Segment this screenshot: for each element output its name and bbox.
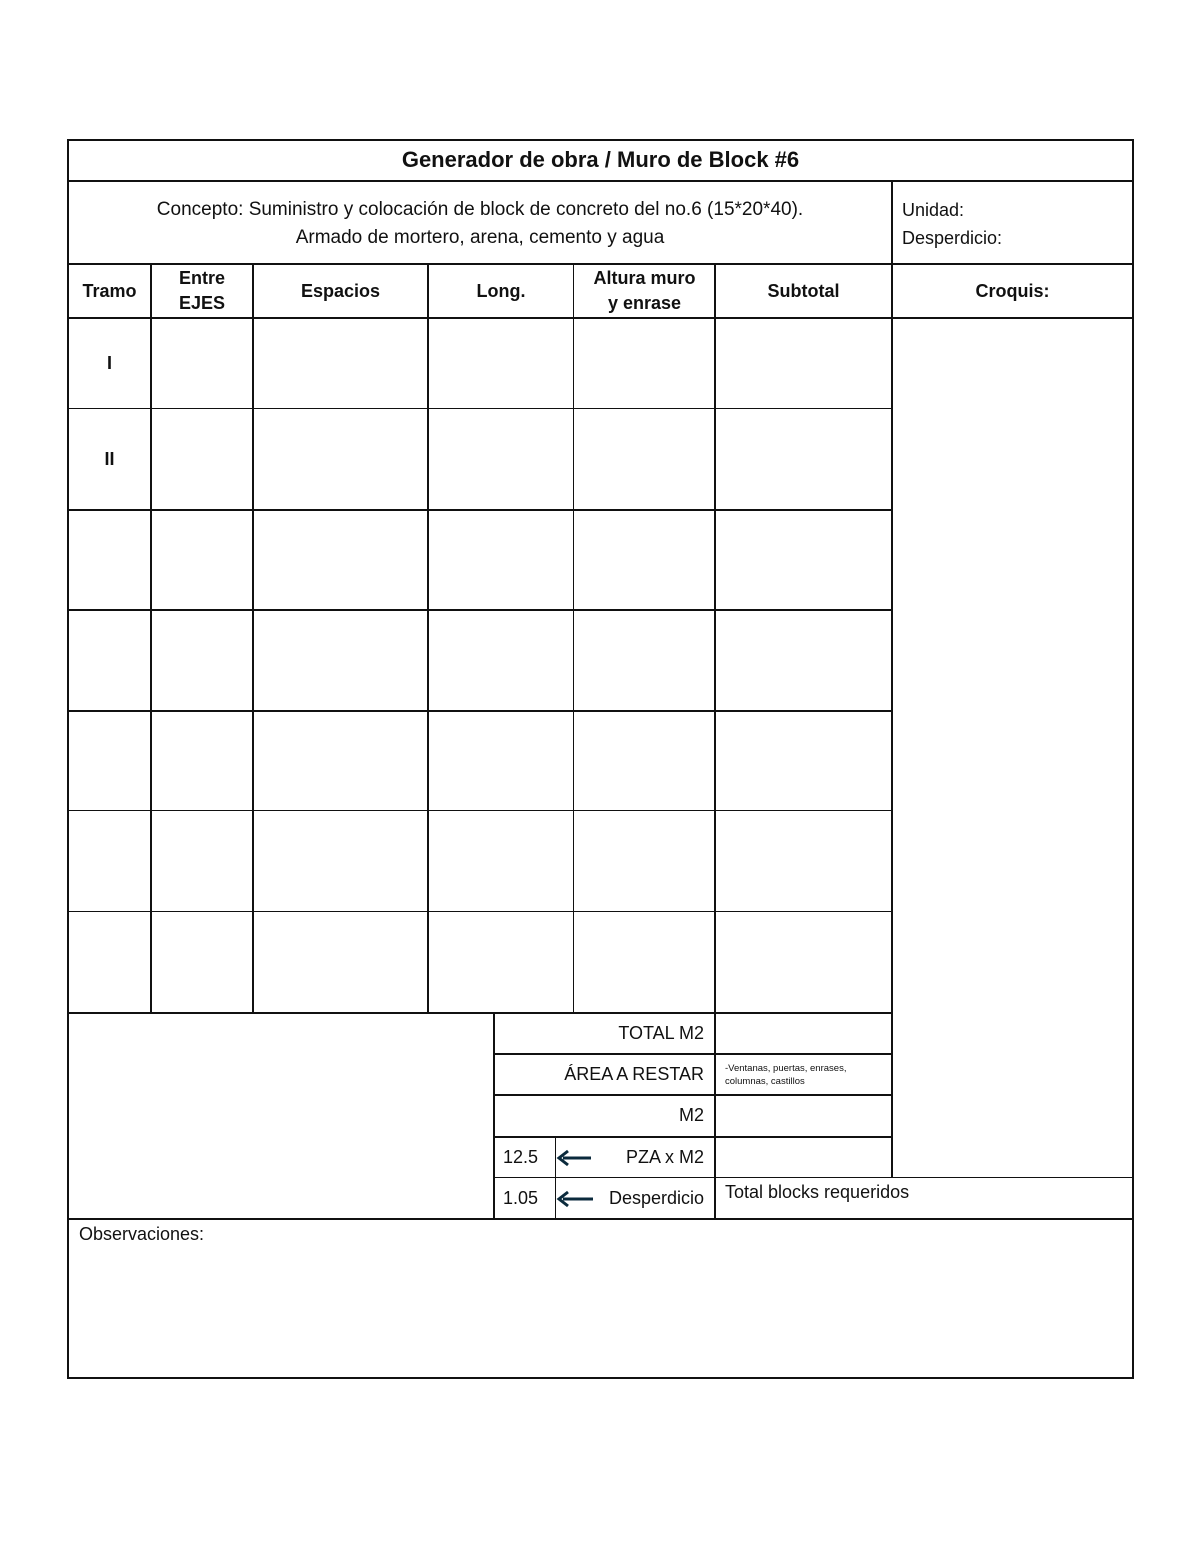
divider [252, 263, 254, 1012]
observaciones-label: Observaciones: [79, 1224, 205, 1244]
divider [573, 263, 574, 1012]
concept-line-2: Armado de mortero, arena, cemento y agua [295, 227, 665, 248]
col-header-long: Long. [476, 280, 526, 301]
divider [493, 1177, 1134, 1178]
pza-label: PZA x M2 [625, 1146, 704, 1167]
col-header-altura [575, 265, 714, 317]
divider [67, 317, 1134, 319]
unit-box [902, 196, 1002, 252]
desperdicio-value: 1.05 [503, 1187, 539, 1208]
divider [67, 911, 891, 912]
divider [150, 263, 152, 1012]
m2-label: M2 [678, 1105, 704, 1126]
area-note-line-2: columnas, castillos [725, 1075, 805, 1087]
col-header-entre-ejes [152, 265, 252, 317]
unidad-label: Unidad: [902, 200, 965, 220]
total-blocks-label: Total blocks requeridos [725, 1182, 910, 1202]
col-header-espacios: Espacios [300, 280, 381, 301]
desperdicio-label: Desperdicio: [902, 228, 1003, 248]
divider [67, 1012, 891, 1014]
desperdicio-label-summary: Desperdicio [608, 1187, 704, 1208]
desperdicio-arrow-icon [555, 1187, 595, 1211]
row-label-tramo: II [104, 448, 115, 469]
divider [67, 710, 891, 712]
pza-arrow-icon [555, 1146, 595, 1170]
col-header-altura-line2: y enrase [607, 293, 682, 313]
concept-line-1: Concepto: Suministro y colocación de block de concreto del no.6 (15*20*40). [156, 199, 804, 220]
col-header-ejes: EJES [178, 293, 226, 313]
pza-value: 12.5 [503, 1146, 539, 1167]
divider [67, 1218, 1134, 1220]
divider [67, 180, 1134, 182]
col-header-entre: Entre [178, 268, 225, 288]
divider [427, 263, 429, 1012]
col-header-altura-line1: Altura muro [593, 268, 696, 288]
area-restar-label: ÁREA A RESTAR [564, 1063, 704, 1084]
area-restar-note [716, 1055, 891, 1094]
col-header-croquis: Croquis: [975, 280, 1050, 301]
row-label-tramo: I [106, 352, 112, 373]
form-title: Generador de obra / Muro de Block #6 [401, 147, 800, 173]
total-m2-label: TOTAL M2 [618, 1022, 704, 1043]
divider [67, 810, 891, 811]
col-header-tramo: Tramo [82, 280, 137, 301]
divider [67, 509, 891, 511]
col-header-subtotal: Subtotal [767, 280, 840, 301]
divider [67, 408, 891, 409]
divider [891, 180, 893, 1177]
divider [67, 609, 891, 611]
area-note-line-1: -Ventanas, puertas, enrases, [725, 1062, 847, 1074]
concept-text [69, 196, 891, 252]
